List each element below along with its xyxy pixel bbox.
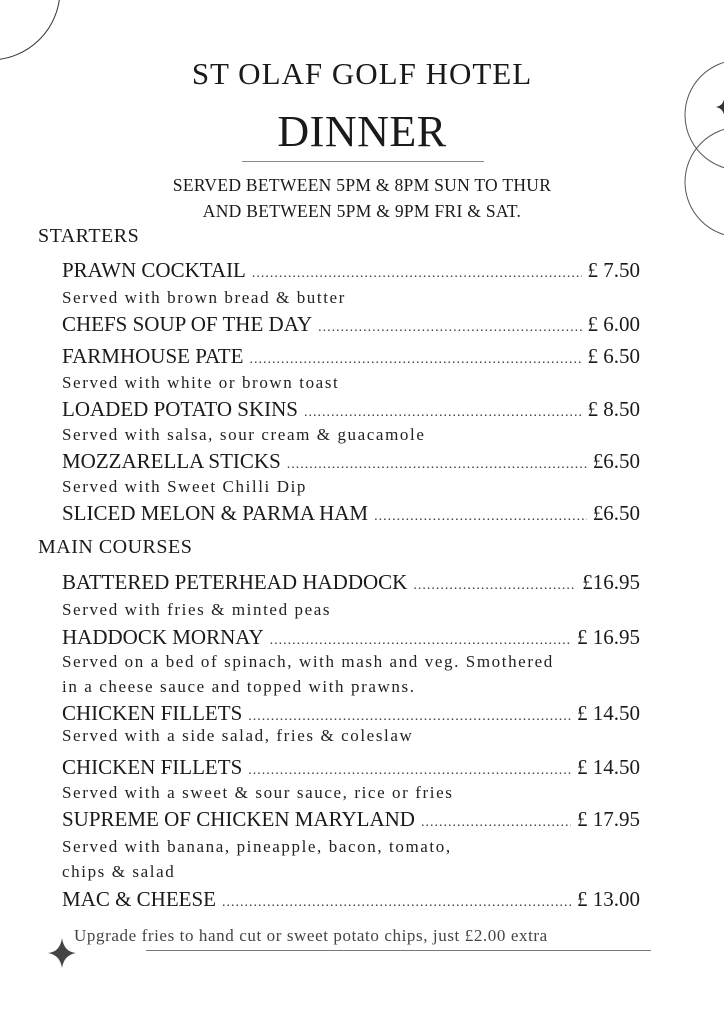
leader-dots xyxy=(304,405,582,421)
menu-item-description: Served on a bed of spinach, with mash and veg. Smothered xyxy=(62,652,554,671)
menu-item xyxy=(62,258,640,283)
menu-item-price: £ 17.95 xyxy=(577,807,640,831)
menu-item-name: SLICED MELON & PARMA HAM xyxy=(62,501,369,525)
menu-item-description: Served with salsa, sour cream & guacamole xyxy=(62,425,426,444)
menu-item-price: £ 14.50 xyxy=(577,701,640,725)
menu-item xyxy=(62,501,640,526)
upgrade-note: Upgrade fries to hand cut or sweet potato chips, just £2.00 extra xyxy=(74,926,548,945)
menu-item-description: Served with banana, pineapple, bacon, tomato, xyxy=(62,837,452,856)
leader-dots xyxy=(222,895,571,911)
menu-item-price: £ 6.50 xyxy=(587,344,640,368)
menu-item-name: FARMHOUSE PATE xyxy=(62,344,244,368)
leader-dots xyxy=(413,578,576,594)
hotel-name: ST OLAF GOLF HOTEL xyxy=(191,56,533,91)
menu-item-name: PRAWN COCKTAIL xyxy=(62,258,246,282)
menu-item-price: £ 8.50 xyxy=(587,397,640,421)
menu-item-name: HADDOCK MORNAY xyxy=(62,625,264,649)
menu-item-description: Served with a sweet & sour sauce, rice or fries xyxy=(62,783,454,802)
leader-dots xyxy=(270,633,571,649)
menu-item-description: Served with white or brown toast xyxy=(62,373,340,392)
menu-item xyxy=(62,701,640,726)
leader-dots xyxy=(421,815,571,831)
menu-item-price: £6.50 xyxy=(592,501,640,525)
corner-circle-icon xyxy=(0,0,60,60)
menu-item-description: Served with fries & minted peas xyxy=(62,600,332,619)
leader-dots xyxy=(252,266,582,282)
section-heading: STARTERS xyxy=(38,225,140,247)
section-heading: MAIN COURSES xyxy=(38,536,193,558)
menu-item-price: £ 13.00 xyxy=(577,887,640,911)
served-hours-line-2: AND BETWEEN 5PM & 9PM FRI & SAT. xyxy=(202,201,522,221)
leader-dots xyxy=(249,352,581,368)
menu-item-description: chips & salad xyxy=(62,862,176,881)
menu-item-price: £ 7.50 xyxy=(587,258,640,282)
menu-item-price: £ 14.50 xyxy=(577,755,640,779)
menu-item-name: CHEFS SOUP OF THE DAY xyxy=(62,312,313,336)
leader-dots xyxy=(374,509,587,525)
menu-item xyxy=(62,887,640,912)
menu-item-name: CHICKEN FILLETS xyxy=(62,701,243,725)
menu-item xyxy=(62,570,640,595)
menu-item-name: CHICKEN FILLETS xyxy=(62,755,243,779)
page-title: DINNER xyxy=(277,107,447,156)
menu-item-description: Served with Sweet Chilli Dip xyxy=(62,477,308,496)
leader-dots xyxy=(248,763,571,779)
menu-item-price: £6.50 xyxy=(592,449,640,473)
menu-item xyxy=(62,625,640,650)
menu-item xyxy=(62,344,640,369)
menu-item-price: £ 6.00 xyxy=(587,312,640,336)
menu-item-name: MAC & CHEESE xyxy=(62,887,217,911)
menu-item-name: SUPREME OF CHICKEN MARYLAND xyxy=(62,807,415,831)
menu-item-name: LOADED POTATO SKINS xyxy=(62,397,298,421)
menu-item-description: Served with brown bread & butter xyxy=(62,288,346,307)
menu-item-description: in a cheese sauce and topped with prawns. xyxy=(62,677,416,696)
menu-item xyxy=(62,755,640,780)
menu-item-name: MOZZARELLA STICKS xyxy=(62,449,281,473)
footer-divider xyxy=(146,950,651,951)
leader-dots xyxy=(318,320,581,336)
menu-item-name: BATTERED PETERHEAD HADDOCK xyxy=(62,570,408,594)
title-divider xyxy=(242,161,484,162)
leader-dots xyxy=(287,457,587,473)
menu-item-description: Served with a side salad, fries & coleslaw xyxy=(62,726,414,745)
menu-item xyxy=(62,397,640,422)
menu-item xyxy=(62,807,640,832)
menu-item xyxy=(62,312,640,337)
sparkle-icon xyxy=(48,938,76,968)
served-hours-line-1: SERVED BETWEEN 5PM & 8PM SUN TO THUR xyxy=(172,175,552,195)
menu-item xyxy=(62,449,640,474)
menu-item-price: £ 16.95 xyxy=(577,625,640,649)
menu-item-price: £16.95 xyxy=(582,570,640,594)
leader-dots xyxy=(248,709,571,725)
